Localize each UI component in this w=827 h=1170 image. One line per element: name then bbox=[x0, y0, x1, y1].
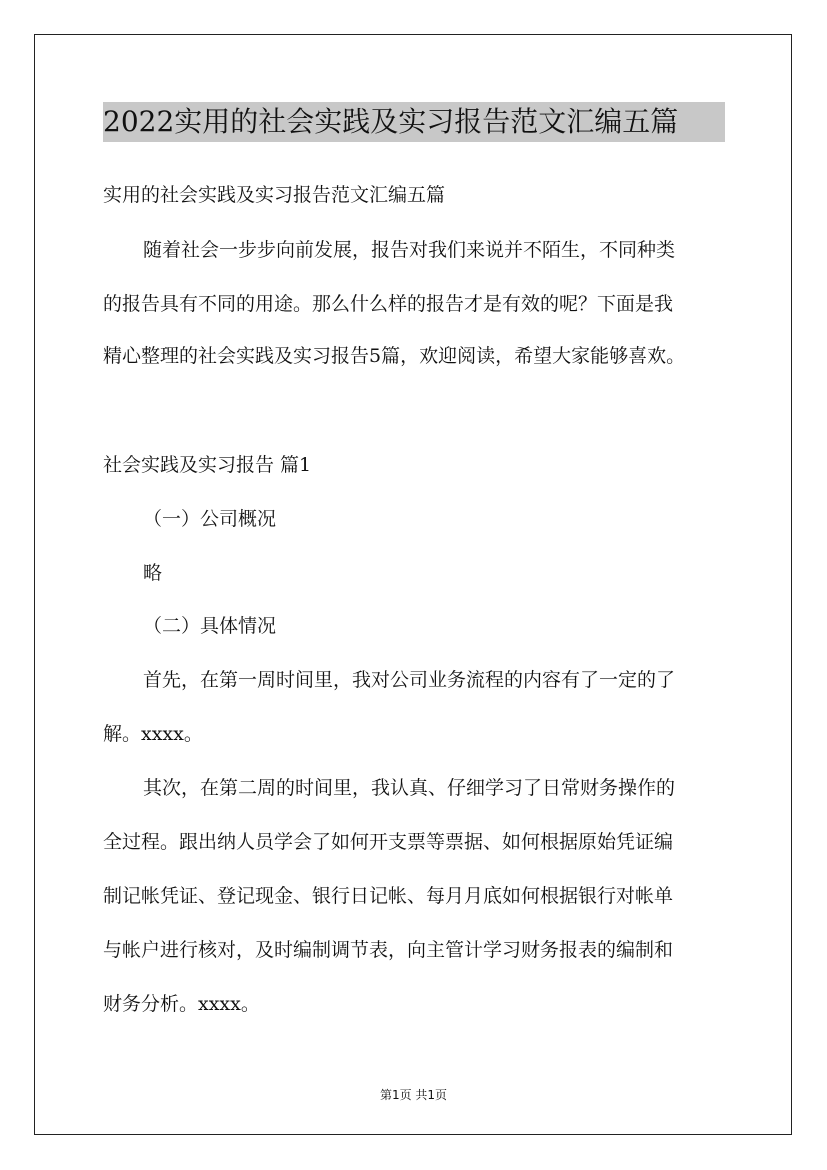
paragraph-line: 财务分析。xxxx。 bbox=[103, 993, 260, 1015]
document-title: 2022实用的社会实践及实习报告范文汇编五篇 bbox=[103, 102, 725, 142]
paragraph-line: 与帐户进行核对，及时编制调节表，向主管计学习财务报表的编制和 bbox=[103, 939, 674, 961]
paragraph-line: 首先，在第一周时间里，我对公司业务流程的内容有了一定的了 bbox=[143, 669, 676, 691]
intro-line: 精心整理的社会实践及实习报告5篇，欢迎阅读，希望大家能够喜欢。 bbox=[103, 345, 686, 367]
paragraph-line: 全过程。跟出纳人员学会了如何开支票等票据、如何根据原始凭证编 bbox=[103, 831, 674, 853]
intro-line: 的报告具有不同的用途。那么什么样的报告才是有效的呢？下面是我 bbox=[103, 293, 674, 315]
document-subtitle: 实用的社会实践及实习报告范文汇编五篇 bbox=[103, 184, 446, 206]
intro-line: 随着社会一步步向前发展，报告对我们来说并不陌生，不同种类 bbox=[143, 239, 676, 261]
paragraph-line: 解。xxxx。 bbox=[103, 723, 203, 745]
paragraph-line: 制记帐凭证、登记现金、银行日记帐、每月月底如何根据银行对帐单 bbox=[103, 885, 674, 907]
subsection-heading: （二）具体情况 bbox=[143, 615, 277, 637]
section-heading: 社会实践及实习报告 篇1 bbox=[103, 454, 312, 476]
page-footer: 第1页 共1页 bbox=[379, 1088, 448, 1102]
paragraph-line: 其次，在第二周的时间里，我认真、仔细学习了日常财务操作的 bbox=[143, 777, 676, 799]
subsection-heading: （一）公司概况 bbox=[143, 508, 277, 530]
subsection-body: 略 bbox=[143, 562, 163, 584]
